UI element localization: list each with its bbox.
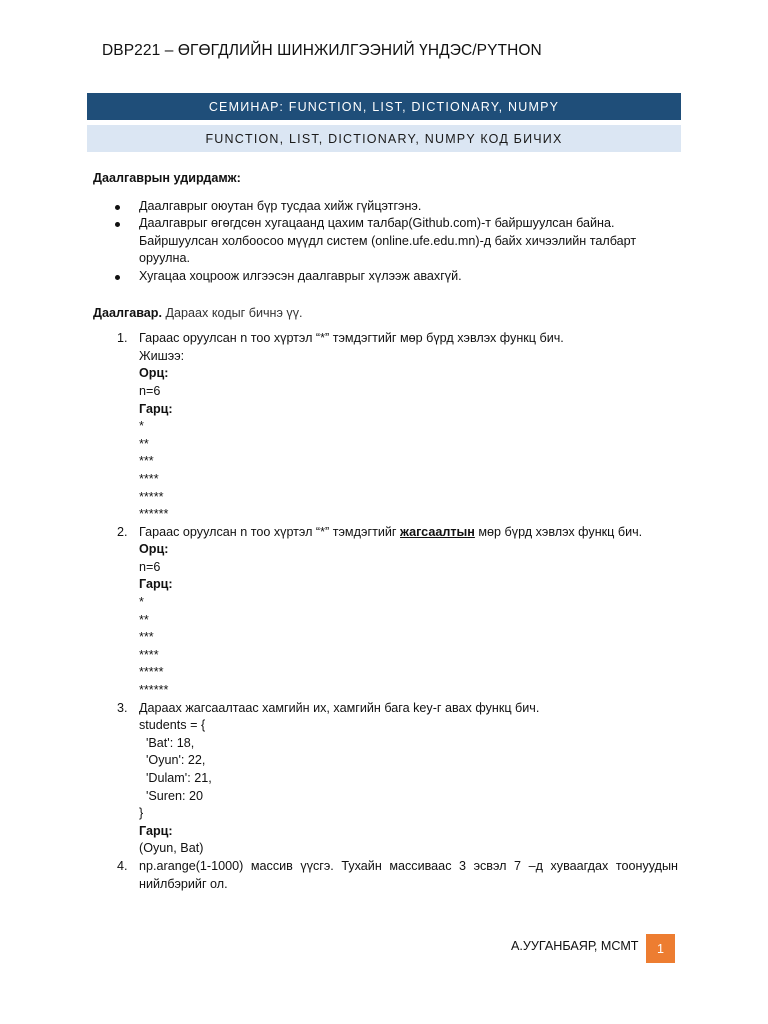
output-line: ****** [139,683,169,698]
output-label: Гарц: [139,577,173,592]
task-number: 4. [117,858,128,873]
task-text: Дараах жагсаалтаас хамгийн их, хамгийн бага key-г авах функц бич. [139,700,540,715]
assignment-heading [93,305,678,323]
bullet-icon [115,205,120,210]
code-line: 'Dulam': 21, [139,771,212,785]
output-line: * [139,419,144,434]
emphasis-word: жагсаалтын [400,524,475,539]
code-line: } [139,806,144,821]
document-body [93,170,678,893]
output-line: *** [139,630,154,645]
assignment-text: Дараах кодыг бичнэ үү. [162,305,303,320]
seminar-banner [87,93,681,120]
task-3 [93,700,678,858]
example-label: Жишээ: [139,348,185,363]
input-label: Орц: [139,366,169,381]
list-item: Даалгаврыг оюутан бүр тусдаа хийж гүйцэтгэнэ. [93,198,678,216]
assignment-label: Даалгавар. [93,305,163,320]
output-line: **** [139,647,159,662]
subtitle-title: FUNCTION, LIST, DICTIONARY, NUMPY КОД БИЧИХ [205,131,563,146]
course-header: DBP221 – ӨГӨГДЛИЙН ШИНЖИЛГЭЭНИЙ ҮНДЭС/PYTHON [102,42,542,59]
task-number: 3. [117,700,128,715]
task-2 [93,524,678,700]
task-number: 2. [117,524,128,539]
output-label: Гарц: [139,401,173,416]
output-line: ** [139,436,149,451]
seminar-title: СЕМИНАР: FUNCTION, LIST, DICTIONARY, NUMPY [208,99,560,114]
output-value: (Oyun, Bat) [139,841,204,856]
task-4 [93,858,678,893]
task-text: Гараас оруулсан n тоо хүртэл “*” тэмдэгтийг мөр бүрд хэвлэх функц бич. [139,331,564,346]
output-line: ** [139,612,149,627]
task-number: 1. [117,331,128,346]
output-line: * [139,595,144,610]
code-line: 'Bat': 18, [139,735,195,750]
code-line: students = { [139,718,206,733]
input-value: n=6 [139,383,161,398]
task-text: np.arange(1-1000) массив үүсгэ. Тухайн массиваас 3 эсвэл 7 –д хуваагдах тоонуудын нийлбэрийг ол. [139,858,678,891]
input-value: n=6 [139,559,161,574]
bullet-icon [115,222,120,227]
output-line: **** [139,471,159,486]
output-label: Гарц: [139,823,173,838]
input-label: Орц: [139,542,169,557]
page-number-badge: 1 [646,934,675,963]
instructions-heading: Даалгаврын удирдамж: [93,171,241,185]
list-item: Хугацаа хоцроож илгээсэн даалгаврыг хүлээж авахгүй. [93,268,678,286]
task-list [93,330,678,893]
output-line: ***** [139,489,164,504]
footer-author: А.УУГАНБАЯР, МСМТ [511,939,639,953]
list-item: Даалгаврыг өгөгдсөн хугацаанд цахим талбар(Github.com)-т байршуулсан байна. Байршуулсан холбоосоо мүүдл систем (online.ufe.edu.mn)-д байх хичээлийн талбарт оруулна. [93,215,678,268]
instructions-list [93,198,678,286]
bullet-icon [115,275,120,280]
output-line: ***** [139,665,164,680]
code-line: 'Oyun': 22, [139,753,206,768]
output-line: *** [139,454,154,469]
task-text: Гараас оруулсан n тоо хүртэл “*” тэмдэгтийг жагсаалтын мөр бүрд хэвлэх функц бич. [139,524,643,539]
task-1 [93,330,678,524]
subtitle-banner [87,125,681,152]
output-line: ****** [139,507,169,522]
code-line: 'Suren: 20 [139,788,204,803]
